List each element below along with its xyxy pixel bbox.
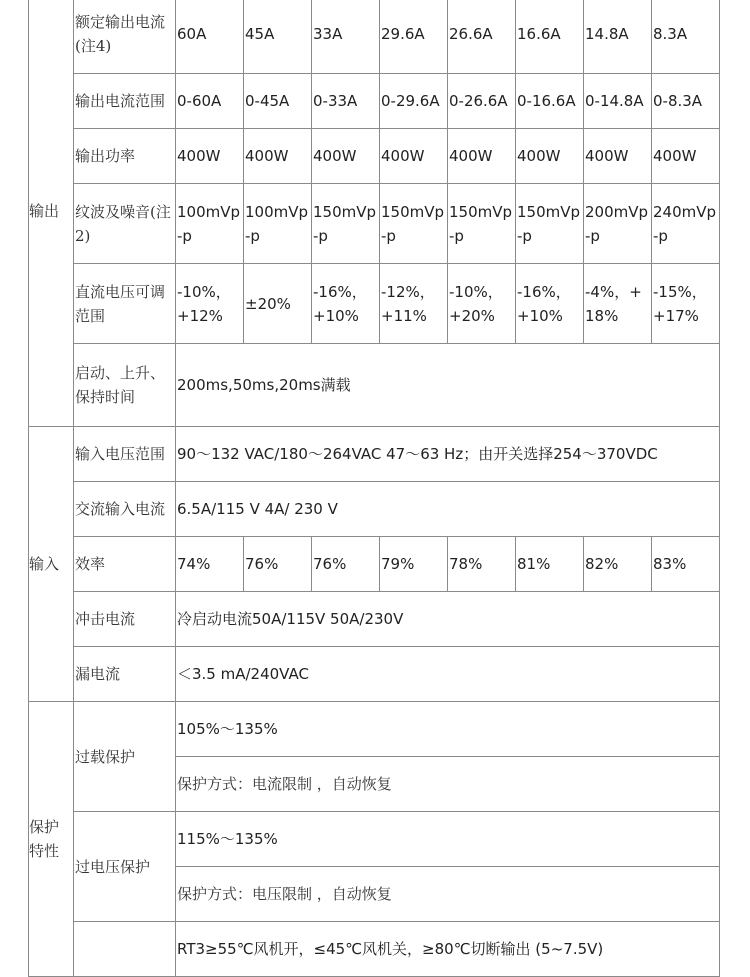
- table-cell: 冷启动电流50A/115V 50A/230V: [176, 592, 720, 647]
- table-cell: 0-45A: [244, 74, 312, 129]
- table-cell: ±20%: [244, 264, 312, 344]
- table-cell: 82%: [584, 537, 652, 592]
- table-row: [29, 0, 720, 74]
- table-cell: 76%: [244, 537, 312, 592]
- table-cell: 150mVp-p: [312, 184, 380, 264]
- row-label: 额定输出电流(注4): [74, 0, 176, 74]
- table-cell: 150mVp-p: [448, 184, 516, 264]
- table-cell: -10%，+20%: [448, 264, 516, 344]
- row-label: 输出电流范围: [74, 74, 176, 129]
- table-cell: 0-14.8A: [584, 74, 652, 129]
- table-cell: 100mVp-p: [244, 184, 312, 264]
- group-protection-text: 保护 特性: [29, 818, 60, 860]
- table-row: [29, 592, 720, 647]
- table-cell: 83%: [652, 537, 720, 592]
- table-row: [29, 922, 720, 977]
- table-cell: 400W: [380, 129, 448, 184]
- table-cell: 0-8.3A: [652, 74, 720, 129]
- table-cell: 60A: [176, 0, 244, 74]
- table-cell: 6.5A/115 V 4A/ 230 V: [176, 482, 720, 537]
- row-label: 输出功率: [74, 129, 176, 184]
- table-cell: 400W: [516, 129, 584, 184]
- table-cell: 150mVp-p: [516, 184, 584, 264]
- table-cell: ＜3.5 mA/240VAC: [176, 647, 720, 702]
- table-cell: 74%: [176, 537, 244, 592]
- table-cell: 200ms,50ms,20ms满载: [176, 344, 720, 427]
- table-row: [29, 647, 720, 702]
- table-cell: 保护方式：电流限制 ，自动恢复: [176, 757, 720, 812]
- row-label: 效率: [74, 537, 176, 592]
- table-cell: 115%～135%: [176, 812, 720, 867]
- table-cell: -4%，+18%: [584, 264, 652, 344]
- table-cell: 400W: [312, 129, 380, 184]
- table-cell: -10%，+12%: [176, 264, 244, 344]
- row-label: 直流电压可调范围: [74, 264, 176, 344]
- table-cell: 400W: [652, 129, 720, 184]
- table-cell: 79%: [380, 537, 448, 592]
- table-row: [29, 129, 720, 184]
- spec-table: [28, 0, 720, 977]
- table-cell: 200mVp-p: [584, 184, 652, 264]
- row-label: 漏电流: [74, 647, 176, 702]
- table-cell: -15%，+17%: [652, 264, 720, 344]
- table-cell: 14.8A: [584, 0, 652, 74]
- row-label: 过载保护: [74, 702, 176, 812]
- table-cell: -16%，+10%: [312, 264, 380, 344]
- table-cell: 0-33A: [312, 74, 380, 129]
- table-cell: 16.6A: [516, 0, 584, 74]
- row-label: 交流输入电流: [74, 482, 176, 537]
- table-cell: 105%～135%: [176, 702, 720, 757]
- row-label: [74, 922, 176, 977]
- table-cell: -16%，+10%: [516, 264, 584, 344]
- table-row: [29, 344, 720, 427]
- table-row: [29, 812, 720, 867]
- table-cell: 150mVp-p: [380, 184, 448, 264]
- table-cell: -12%，+11%: [380, 264, 448, 344]
- table-row: [29, 537, 720, 592]
- table-cell: 100mVp-p: [176, 184, 244, 264]
- table-cell: 29.6A: [380, 0, 448, 74]
- table-row: [29, 184, 720, 264]
- table-row: [29, 482, 720, 537]
- row-label: 输入电压范围: [74, 427, 176, 482]
- group-input-label: 输入: [29, 427, 74, 702]
- table-cell: 8.3A: [652, 0, 720, 74]
- table-cell: 400W: [584, 129, 652, 184]
- row-label: 冲击电流: [74, 592, 176, 647]
- table-cell: RT3≥55℃风机开，≤45℃风机关，≥80℃切断输出 (5~7.5V): [176, 922, 720, 977]
- group-protection-label: [29, 702, 74, 977]
- table-cell: 0-60A: [176, 74, 244, 129]
- row-label: 启动、上升、保持时间: [74, 344, 176, 427]
- group-output-label: 输出: [29, 0, 74, 427]
- table-cell: 90～132 VAC/180～264VAC 47～63 Hz；由开关选择254～370VDC: [176, 427, 720, 482]
- table-row: [29, 264, 720, 344]
- table-cell: 33A: [312, 0, 380, 74]
- table-cell: 400W: [448, 129, 516, 184]
- table-cell: 76%: [312, 537, 380, 592]
- table-cell: 240mVp-p: [652, 184, 720, 264]
- table-row: [29, 427, 720, 482]
- row-label: 过电压保护: [74, 812, 176, 922]
- table-row: [29, 702, 720, 757]
- table-cell: 400W: [244, 129, 312, 184]
- table-cell: 0-26.6A: [448, 74, 516, 129]
- table-cell: 400W: [176, 129, 244, 184]
- table-cell: 78%: [448, 537, 516, 592]
- table-cell: 81%: [516, 537, 584, 592]
- table-cell: 45A: [244, 0, 312, 74]
- table-row: [29, 74, 720, 129]
- table-cell: 0-16.6A: [516, 74, 584, 129]
- table-cell: 0-29.6A: [380, 74, 448, 129]
- table-cell: 保护方式：电压限制 ，自动恢复: [176, 867, 720, 922]
- table-cell: 26.6A: [448, 0, 516, 74]
- row-label: 纹波及噪音(注2): [74, 184, 176, 264]
